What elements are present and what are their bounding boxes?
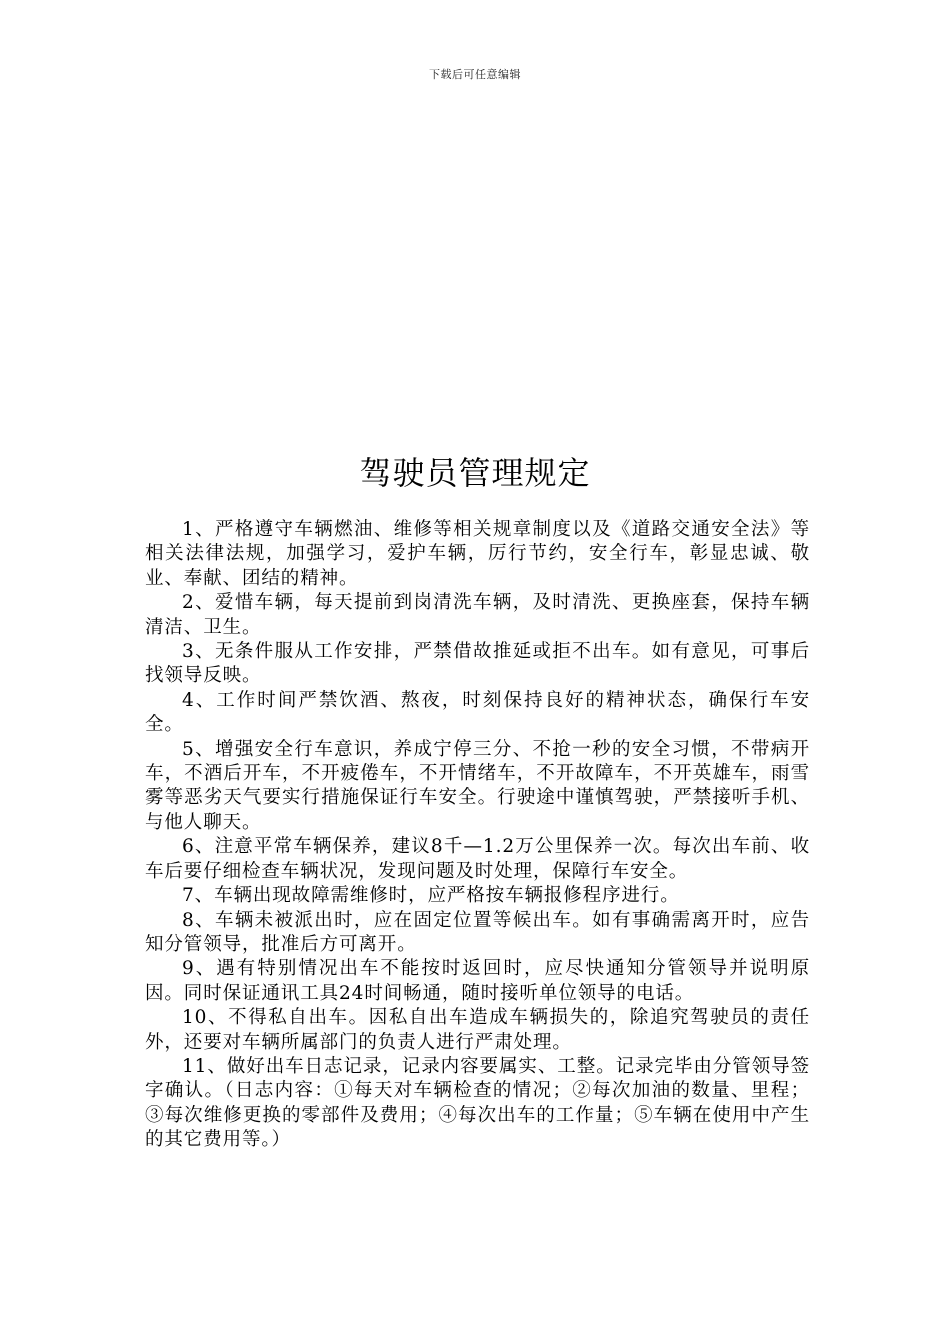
rule-paragraph: 10、不得私自出车。因私自出车造成车辆损失的，除追究驾驶员的责任外，还要对车辆所属部门的负责人进行严肃处理。 bbox=[145, 1007, 810, 1053]
rule-paragraph: 1、严格遵守车辆燃油、维修等相关规章制度以及《道路交通安全法》等相关法律法规，加强学习，爱护车辆，厉行节约，安全行车，彰显忠诚、敬业、奉献、团结的精神。 bbox=[145, 519, 810, 589]
rule-paragraph: 2、爱惜车辆，每天提前到岗清洗车辆，及时清洗、更换座套，保持车辆清洁、卫生。 bbox=[145, 592, 810, 638]
document-title: 驾驶员管理规定 bbox=[359, 454, 591, 492]
rule-paragraph: 8、车辆未被派出时，应在固定位置等候出车。如有事确需离开时，应告知分管领导，批准后方可离开。 bbox=[145, 909, 810, 955]
rule-paragraph: 7、车辆出现故障需维修时，应严格按车辆报修程序进行。 bbox=[182, 885, 680, 907]
page-header-note: 下载后可任意编辑 bbox=[429, 68, 521, 81]
rule-paragraph: 3、无条件服从工作安排，严禁借故推延或拒不出车。如有意见，可事后找领导反映。 bbox=[145, 641, 810, 687]
document-body bbox=[145, 518, 810, 1153]
rule-paragraph: 9、遇有特别情况出车不能按时返回时，应尽快通知分管领导并说明原因。同时保证通讯工具24时间畅通，随时接听单位领导的电话。 bbox=[145, 958, 810, 1004]
rule-paragraph: 11、做好出车日志记录，记录内容要属实、工整。记录完毕由分管领导签字确认。（日志内容：①每天对车辆检查的情况；②每次加油的数量、里程；③每次维修更换的零部件及费用；④每次出车的工作量；⑤车辆在使用中产生的其它费用等。） bbox=[145, 1055, 810, 1151]
rule-paragraph: 4、工作时间严禁饮酒、熬夜，时刻保持良好的精神状态，确保行车安全。 bbox=[145, 689, 810, 736]
rule-paragraph: 6、注意平常车辆保养，建议8千—1.2万公里保养一次。每次出车前、收车后要仔细检查车辆状况，发现问题及时处理，保障行车安全。 bbox=[145, 836, 810, 882]
rule-paragraph: 5、增强安全行车意识，养成宁停三分、不抢一秒的安全习惯，不带病开车，不酒后开车，不开疲倦车，不开情绪车，不开故障车，不开英雄车，雨雪雾等恶劣天气要实行措施保证行车安全。行驶途中谨慎驾驶，严禁接听手机、与他人聊天。 bbox=[145, 738, 810, 833]
